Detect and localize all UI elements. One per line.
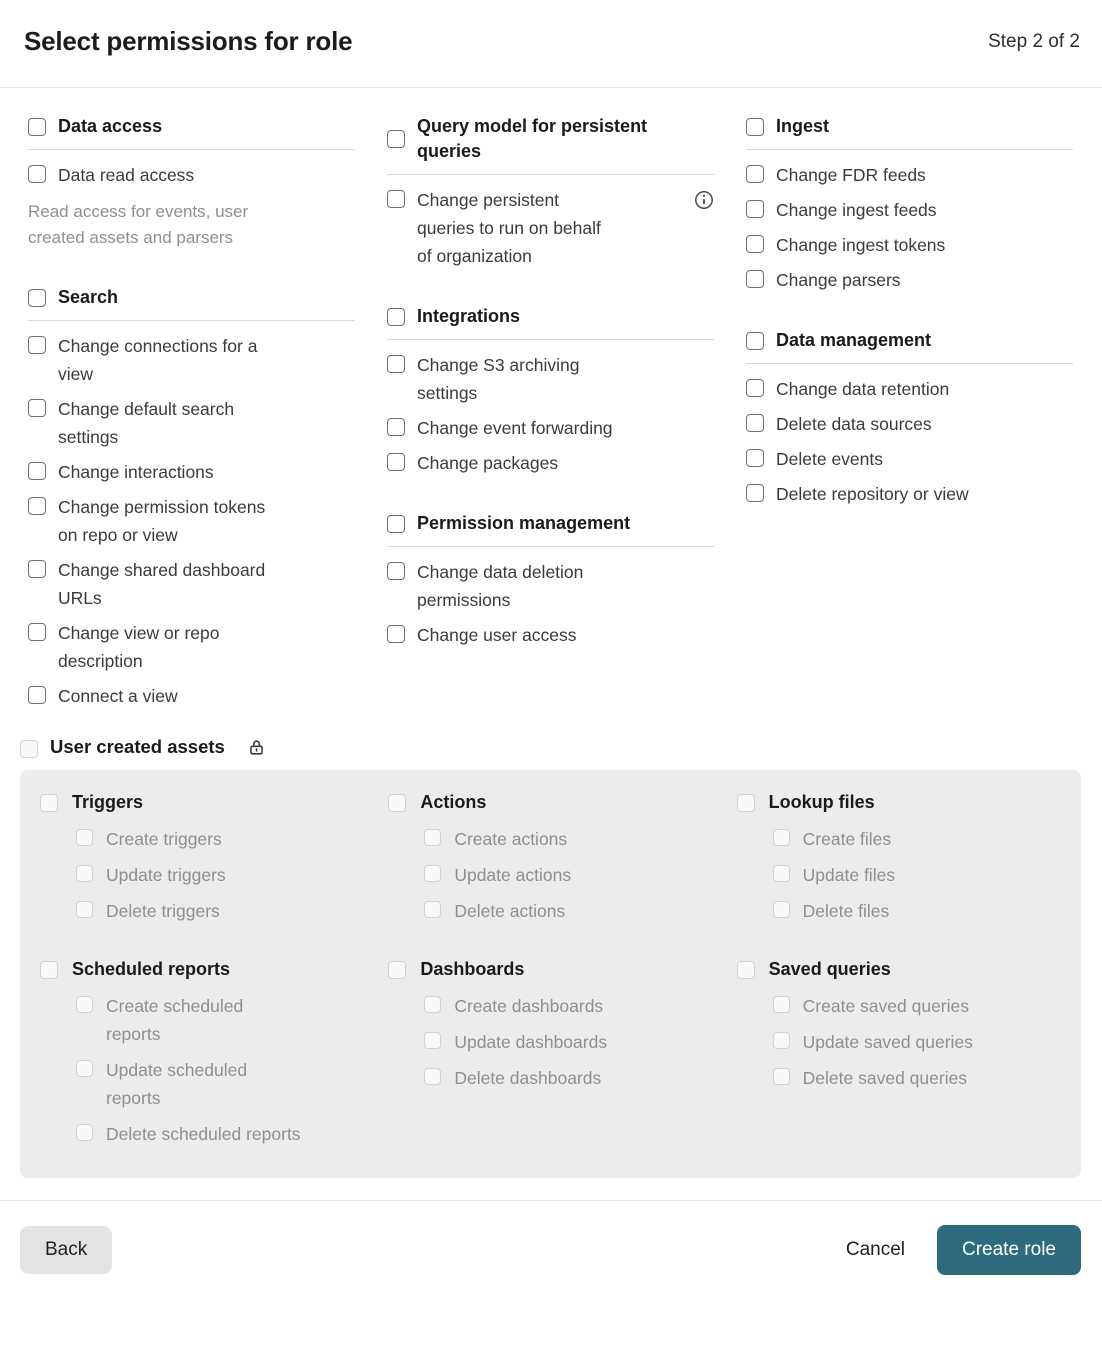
checkbox — [20, 740, 38, 758]
group-query-model — [387, 114, 714, 270]
group-header — [40, 792, 364, 813]
group-items — [746, 364, 1073, 508]
permission-label: Change ingest feeds — [776, 200, 937, 220]
group-items — [773, 825, 1061, 925]
permission-label: Delete events — [776, 449, 884, 469]
checkbox[interactable] — [387, 562, 405, 580]
group-title: Triggers — [72, 792, 144, 812]
group-title: Saved queries — [768, 959, 891, 979]
permission-label: Change data retention — [776, 379, 950, 399]
checkbox — [424, 996, 441, 1013]
group-header — [737, 792, 1061, 813]
permission-label: Update dashboards — [454, 1032, 608, 1052]
group-title: Query model for persistent queries — [417, 116, 648, 161]
checkbox[interactable] — [387, 625, 405, 643]
permission-label: Delete files — [802, 901, 890, 921]
permission-label: Change data deletion permissions — [417, 562, 584, 610]
permission-item — [424, 992, 712, 1020]
checkbox — [76, 1060, 93, 1077]
permission-label: Change connections for a view — [58, 336, 258, 384]
checkbox — [424, 1032, 441, 1049]
checkbox[interactable] — [28, 497, 46, 515]
group-title: Scheduled reports — [72, 959, 231, 979]
checkbox[interactable] — [387, 515, 405, 533]
group-header — [40, 959, 364, 980]
group-title: Data access — [58, 116, 163, 136]
checkbox — [773, 996, 790, 1013]
group-items — [424, 825, 712, 925]
permission-item — [746, 480, 1073, 508]
group-data-management — [746, 328, 1073, 508]
group-title: Integrations — [417, 306, 521, 326]
group-items — [76, 825, 364, 925]
permission-item — [28, 493, 355, 549]
permission-label: Delete scheduled reports — [106, 1124, 301, 1144]
permission-label: Change interactions — [58, 462, 214, 482]
checkbox[interactable] — [746, 235, 764, 253]
permission-label: Change user access — [417, 625, 577, 645]
permission-label: Change default search settings — [58, 399, 235, 447]
group-items — [28, 321, 355, 710]
dialog-header — [0, 0, 1102, 88]
group-header — [737, 959, 1061, 980]
checkbox[interactable] — [746, 200, 764, 218]
permission-item — [424, 1064, 712, 1092]
asset-group-scheduled-reports — [40, 959, 364, 1148]
page-title: Select permissions for role — [24, 26, 353, 56]
permission-label: Create dashboards — [454, 996, 604, 1016]
permission-item — [387, 558, 714, 614]
group-title: Permission management — [417, 513, 631, 533]
group-items — [773, 992, 1061, 1092]
group-title: Ingest — [776, 116, 830, 136]
permission-item — [28, 332, 355, 388]
asset-group-triggers — [40, 792, 364, 925]
checkbox — [388, 794, 406, 812]
permission-item — [746, 231, 1073, 259]
permission-label: Create saved queries — [802, 996, 970, 1016]
permission-item — [387, 351, 714, 407]
checkbox — [773, 829, 790, 846]
permissions-column-3 — [746, 114, 1073, 710]
permission-item — [76, 992, 364, 1048]
user-created-assets-title: User created assets — [50, 736, 225, 757]
checkbox[interactable] — [387, 130, 405, 148]
permission-description: Read access for events, user created assets and parsers — [28, 202, 249, 247]
group-header — [388, 959, 712, 980]
checkbox[interactable] — [28, 686, 46, 704]
permission-label: Create actions — [454, 829, 568, 849]
group-header — [28, 285, 355, 321]
permission-item — [387, 414, 714, 442]
back-button[interactable]: Back — [20, 1226, 112, 1274]
permission-item — [746, 445, 1073, 473]
checkbox[interactable] — [746, 332, 764, 350]
group-items — [387, 547, 714, 649]
permission-item — [28, 458, 355, 486]
permission-item — [28, 682, 355, 710]
permission-item — [76, 1056, 364, 1112]
permission-item — [28, 395, 355, 451]
checkbox[interactable] — [387, 355, 405, 373]
permission-item — [773, 825, 1061, 853]
checkbox[interactable] — [746, 270, 764, 288]
asset-group-saved-queries — [737, 959, 1061, 1148]
checkbox — [40, 794, 58, 812]
permission-item — [28, 619, 355, 675]
create-role-button[interactable]: Create role — [937, 1225, 1081, 1275]
permission-label: Delete repository or view — [776, 484, 969, 504]
group-title: Data management — [776, 330, 932, 350]
permissions-column-1 — [28, 114, 355, 710]
checkbox[interactable] — [746, 118, 764, 136]
checkbox[interactable] — [28, 289, 46, 307]
permission-item — [387, 449, 714, 477]
permission-item — [387, 186, 714, 270]
checkbox — [424, 865, 441, 882]
asset-group-actions — [388, 792, 712, 925]
permission-label: Update files — [802, 865, 896, 885]
permission-item — [76, 897, 364, 925]
group-items — [28, 150, 355, 251]
permission-label: Delete triggers — [106, 901, 220, 921]
checkbox[interactable] — [746, 484, 764, 502]
permission-item — [746, 266, 1073, 294]
permission-item — [28, 161, 355, 189]
permission-label: Create triggers — [106, 829, 222, 849]
checkbox[interactable] — [28, 399, 46, 417]
permission-label: Delete saved queries — [802, 1068, 968, 1088]
checkbox — [773, 1068, 790, 1085]
group-header — [28, 114, 355, 150]
checkbox — [773, 1032, 790, 1049]
group-data-access — [28, 114, 355, 251]
permission-item — [424, 825, 712, 853]
permission-label: Create scheduled reports — [106, 996, 244, 1044]
permissions-grid — [0, 88, 1102, 710]
checkbox — [737, 794, 755, 812]
permission-item — [76, 1120, 364, 1148]
permission-item — [28, 556, 355, 612]
permission-label: Data read access — [58, 165, 195, 185]
group-title: Search — [58, 287, 119, 307]
asset-group-dashboards — [388, 959, 712, 1148]
checkbox[interactable] — [28, 462, 46, 480]
permission-label: Update triggers — [106, 865, 226, 885]
permission-label: Connect a view — [58, 686, 178, 706]
checkbox — [76, 901, 93, 918]
checkbox[interactable] — [387, 453, 405, 471]
group-items — [387, 175, 714, 270]
asset-group-lookup-files — [737, 792, 1061, 925]
permission-label: Change S3 archiving settings — [417, 355, 580, 403]
permission-label: Change persistent queries to run on behalf of organization — [417, 190, 601, 266]
permission-item — [746, 410, 1073, 438]
user-created-assets-header — [20, 736, 1082, 758]
permission-item — [76, 861, 364, 889]
checkbox — [388, 961, 406, 979]
permission-item — [773, 1028, 1061, 1056]
permission-label: Delete data sources — [776, 414, 932, 434]
checkbox — [76, 996, 93, 1013]
group-header — [746, 114, 1073, 150]
checkbox — [76, 829, 93, 846]
group-items — [387, 340, 714, 477]
group-integrations — [387, 304, 714, 477]
permission-item — [746, 161, 1073, 189]
checkbox[interactable] — [387, 190, 405, 208]
checkbox[interactable] — [746, 165, 764, 183]
checkbox — [424, 901, 441, 918]
permission-label: Change packages — [417, 453, 559, 473]
checkbox[interactable] — [387, 418, 405, 436]
lock-icon — [247, 738, 266, 757]
permission-item — [424, 861, 712, 889]
checkbox — [76, 865, 93, 882]
permission-label: Change ingest tokens — [776, 235, 946, 255]
permissions-column-2 — [387, 114, 714, 710]
permission-item — [746, 375, 1073, 403]
checkbox — [76, 1124, 93, 1141]
permission-item — [76, 825, 364, 853]
info-icon[interactable] — [694, 190, 714, 215]
permission-label: Delete dashboards — [454, 1068, 602, 1088]
permission-label: Update scheduled reports — [106, 1060, 248, 1108]
checkbox[interactable] — [28, 336, 46, 354]
checkbox — [773, 865, 790, 882]
permission-label: Delete actions — [454, 901, 566, 921]
permission-label: Create files — [802, 829, 892, 849]
checkbox[interactable] — [28, 560, 46, 578]
checkbox — [40, 961, 58, 979]
group-items — [76, 992, 364, 1148]
permission-label: Change permission tokens on repo or view — [58, 497, 266, 545]
permission-label: Change event forwarding — [417, 418, 613, 438]
group-header — [387, 511, 714, 547]
step-indicator: Step 2 of 2 — [988, 31, 1080, 52]
checkbox[interactable] — [387, 308, 405, 326]
dialog-footer — [0, 1200, 1102, 1299]
permission-item — [387, 621, 714, 649]
group-title: Actions — [420, 792, 487, 812]
checkbox[interactable] — [746, 379, 764, 397]
group-header — [387, 114, 714, 175]
group-header — [388, 792, 712, 813]
permission-item — [424, 897, 712, 925]
permission-item — [424, 1028, 712, 1056]
group-header — [387, 304, 714, 340]
permission-label: Change shared dashboard URLs — [58, 560, 266, 608]
checkbox[interactable] — [28, 118, 46, 136]
group-permission-management — [387, 511, 714, 649]
checkbox — [424, 1068, 441, 1085]
permission-label: Change FDR feeds — [776, 165, 926, 185]
permission-item — [773, 897, 1061, 925]
permission-label: Update actions — [454, 865, 572, 885]
permission-label: Update saved queries — [802, 1032, 973, 1052]
permission-item — [773, 861, 1061, 889]
group-title: Lookup files — [768, 792, 875, 812]
group-header — [746, 328, 1073, 364]
group-ingest — [746, 114, 1073, 294]
permission-label: Change view or repo description — [58, 623, 220, 671]
permission-item — [773, 992, 1061, 1020]
checkbox — [737, 961, 755, 979]
user-created-assets-panel — [20, 770, 1081, 1178]
checkbox — [424, 829, 441, 846]
checkbox[interactable] — [746, 414, 764, 432]
permission-label: Change parsers — [776, 270, 901, 290]
checkbox[interactable] — [28, 165, 46, 183]
permission-item — [773, 1064, 1061, 1092]
cancel-button[interactable]: Cancel — [842, 1226, 909, 1274]
group-search — [28, 285, 355, 710]
checkbox — [773, 901, 790, 918]
group-title: Dashboards — [420, 959, 525, 979]
permission-item — [746, 196, 1073, 224]
group-items — [746, 150, 1073, 294]
checkbox[interactable] — [746, 449, 764, 467]
group-items — [424, 992, 712, 1092]
checkbox[interactable] — [28, 623, 46, 641]
